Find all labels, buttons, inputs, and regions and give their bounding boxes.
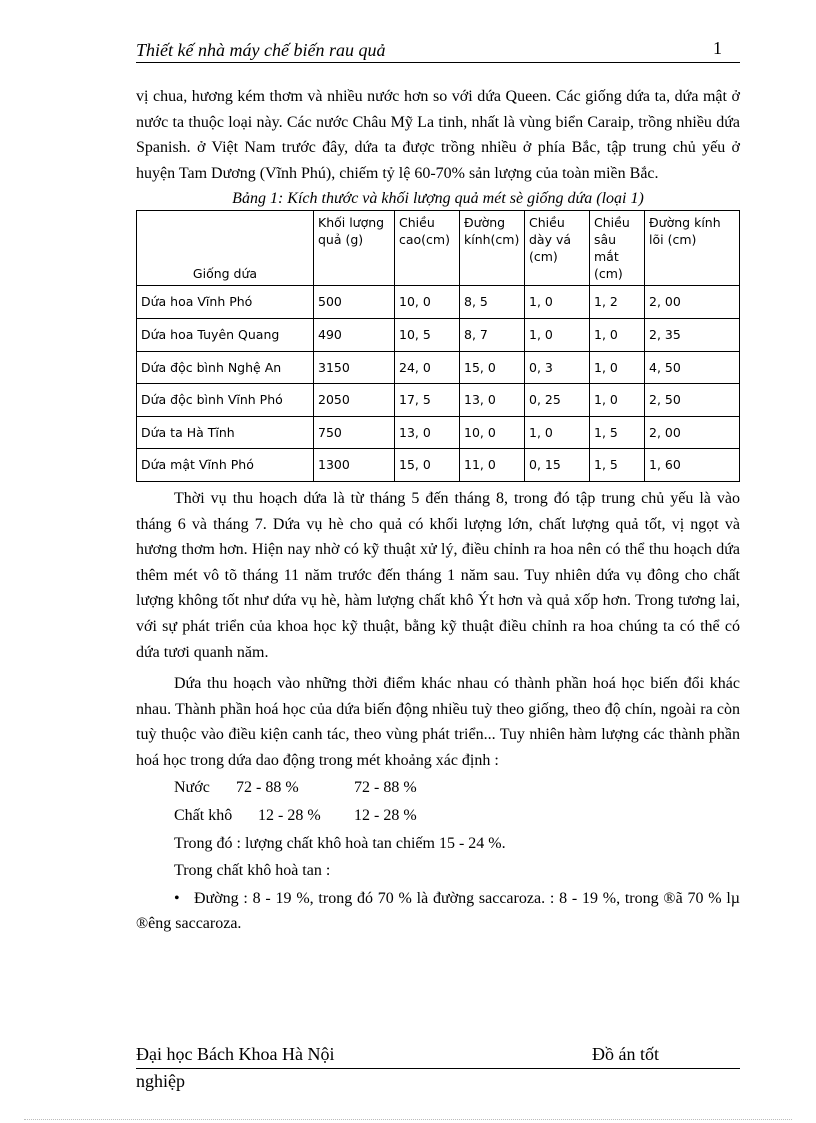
composition-value: 12 - 28 % (258, 807, 321, 825)
table-header-row (137, 211, 740, 286)
cell: 15, 0 (395, 449, 460, 482)
paragraph-3: Dứa thu hoạch vào những thời điểm khác nhau có thành phần hoá học biến đổi khác nhau. Thành phần hoá học của dứa biến động nhiều tuỳ theo giống, theo độ chín, ngoài ra còn tuỳ thuộc vào điều kiện canh tác, theo vùng phát triển... Tuy nhiên hàm lượng các thành phần hoá học trong dứa dao động trong mét khoảng xác định : (136, 675, 740, 769)
cell: 10, 0 (460, 416, 525, 449)
cell: 1, 0 (590, 351, 645, 384)
composition-row-dry (136, 803, 740, 829)
composition-value: 12 - 28 % (354, 807, 417, 825)
cell: 13, 0 (460, 384, 525, 417)
header-weight: Khối lượng quả (g) (314, 211, 395, 286)
cell: 1, 0 (525, 416, 590, 449)
table-caption: Bảng 1: Kích thước và khối lượng quả mét sè giống dứa (loại 1) (232, 190, 644, 208)
cell: 2050 (314, 384, 395, 417)
cell: 1, 0 (525, 318, 590, 351)
cell: 13, 0 (395, 416, 460, 449)
cell: Dứa hoa Tuyên Quang (137, 318, 314, 351)
paragraph-2: Thời vụ thu hoạch dứa là từ tháng 5 đến tháng 8, trong đó tập trung chủ yếu là vào tháng 6 và tháng 7. Dứa vụ hè cho quả có khối lượng lớn, chất lượng quả tốt, vị ngọt và hương thơm hơn. Hiện nay nhờ có kỹ thuật xử lý, điều chỉnh ra hoa nên có thể thu hoạch dứa thêm mét vô tõ tháng 11 năm trước đến tháng 1 năm sau. Tuy nhiên dứa vụ đông cho chất lượng không tốt như dứa vụ hè, hàm lượng chất khô Ýt hơn và quả xốp hơn. Trong tương lai, với sự phát triển của khoa học kỹ thuật, bằng kỹ thuật điều chỉnh ra hoa chúng ta có thể có dứa tươi quanh năm. (136, 489, 740, 661)
cell: Dứa mật Vĩnh Phó (137, 449, 314, 482)
composition-name: Nước (174, 779, 210, 797)
table-row (137, 384, 740, 417)
header-height: Chiều cao(cm) (395, 211, 460, 286)
page-number: 1 (713, 38, 722, 58)
cell: Dứa độc bình Vĩnh Phó (137, 384, 314, 417)
table-row (137, 416, 740, 449)
bullet-item (136, 886, 740, 937)
table-row (137, 351, 740, 384)
cell: 3150 (314, 351, 395, 384)
composition-value: 72 - 88 % (354, 779, 417, 797)
paragraph-1: vị chua, hương kém thơm và nhiều nước hơn so với dứa Queen. Các giống dứa ta, dứa mật ở nước ta thuộc loại này. Các nước Châu Mỹ La tinh, nhất là vùng biển Caraip, trồng nhiều dứa Spanish. ở Việt Nam trước đây, dứa ta được trồng nhiều ở phía Bắc, tập trung chủ yếu ở huyện Tam Dương (Vĩnh Phú), chiếm tỷ lệ 60-70% sản lượng của toàn miền Bắc. (136, 88, 740, 182)
table-row (137, 286, 740, 319)
cell: 1, 5 (590, 449, 645, 482)
cell: Dứa độc bình Nghệ An (137, 351, 314, 384)
cell: 0, 3 (525, 351, 590, 384)
table-row (137, 318, 740, 351)
bullet-text: Đường : 8 - 19 %, trong đó 70 % là đường saccaroza. : 8 - 19 %, trong ®ã 70 % lµ ®êng saccaroza. (136, 889, 740, 933)
document-body (136, 84, 740, 937)
cell: 10, 5 (395, 318, 460, 351)
cell: 1, 5 (590, 416, 645, 449)
cell: 0, 15 (525, 449, 590, 482)
cell: 1, 60 (645, 449, 740, 482)
composition-name: Chất khô (174, 807, 233, 825)
cell: 2, 35 (645, 318, 740, 351)
in-soluble-line: Trong chất khô hoà tan : (174, 862, 331, 880)
cell: Dứa ta Hà Tĩnh (137, 416, 314, 449)
cell: 1, 2 (590, 286, 645, 319)
cell: 500 (314, 286, 395, 319)
cell: Dứa hoa Vĩnh Phó (137, 286, 314, 319)
cell: 17, 5 (395, 384, 460, 417)
cell: 10, 0 (395, 286, 460, 319)
pineapple-size-table (136, 210, 740, 482)
header-diameter: Đường kính(cm) (460, 211, 525, 286)
cell: 1, 0 (590, 318, 645, 351)
header-title: Thiết kế nhà máy chế biến rau quả (136, 40, 386, 60)
cell: 11, 0 (460, 449, 525, 482)
cell: 8, 5 (460, 286, 525, 319)
cell: 1, 0 (590, 384, 645, 417)
page-footer (136, 1044, 740, 1092)
bullet-icon: • (174, 889, 180, 907)
composition-value: 72 - 88 % (236, 779, 299, 797)
table-row (137, 449, 740, 482)
cell: 2, 00 (645, 286, 740, 319)
composition-row-water (136, 775, 740, 801)
cell: 0, 25 (525, 384, 590, 417)
cell: 2, 00 (645, 416, 740, 449)
soluble-line: Trong đó : lượng chất khô hoà tan chiếm 15 - 24 %. (174, 834, 506, 852)
footer-project: Đồ án tốt (592, 1044, 659, 1064)
cell: 490 (314, 318, 395, 351)
cell: 15, 0 (460, 351, 525, 384)
header-variety: Giống dứa (137, 211, 314, 286)
cell: 1300 (314, 449, 395, 482)
cell: 4, 50 (645, 351, 740, 384)
header-eye-depth: Chiều sâu mắt (cm) (590, 211, 645, 286)
cell: 750 (314, 416, 395, 449)
cell: 24, 0 (395, 351, 460, 384)
header-core-diameter: Đường kính lõi (cm) (645, 211, 740, 286)
page-bottom-divider (24, 1119, 792, 1120)
footer-university: Đại học Bách Khoa Hà Nội (136, 1044, 335, 1064)
cell: 1, 0 (525, 286, 590, 319)
header-skin-thickness: Chiều dày vá (cm) (525, 211, 590, 286)
cell: 8, 7 (460, 318, 525, 351)
footer-continuation: nghiệp (136, 1071, 185, 1091)
footer-row (136, 1044, 740, 1069)
cell: 2, 50 (645, 384, 740, 417)
page-header (136, 36, 740, 63)
